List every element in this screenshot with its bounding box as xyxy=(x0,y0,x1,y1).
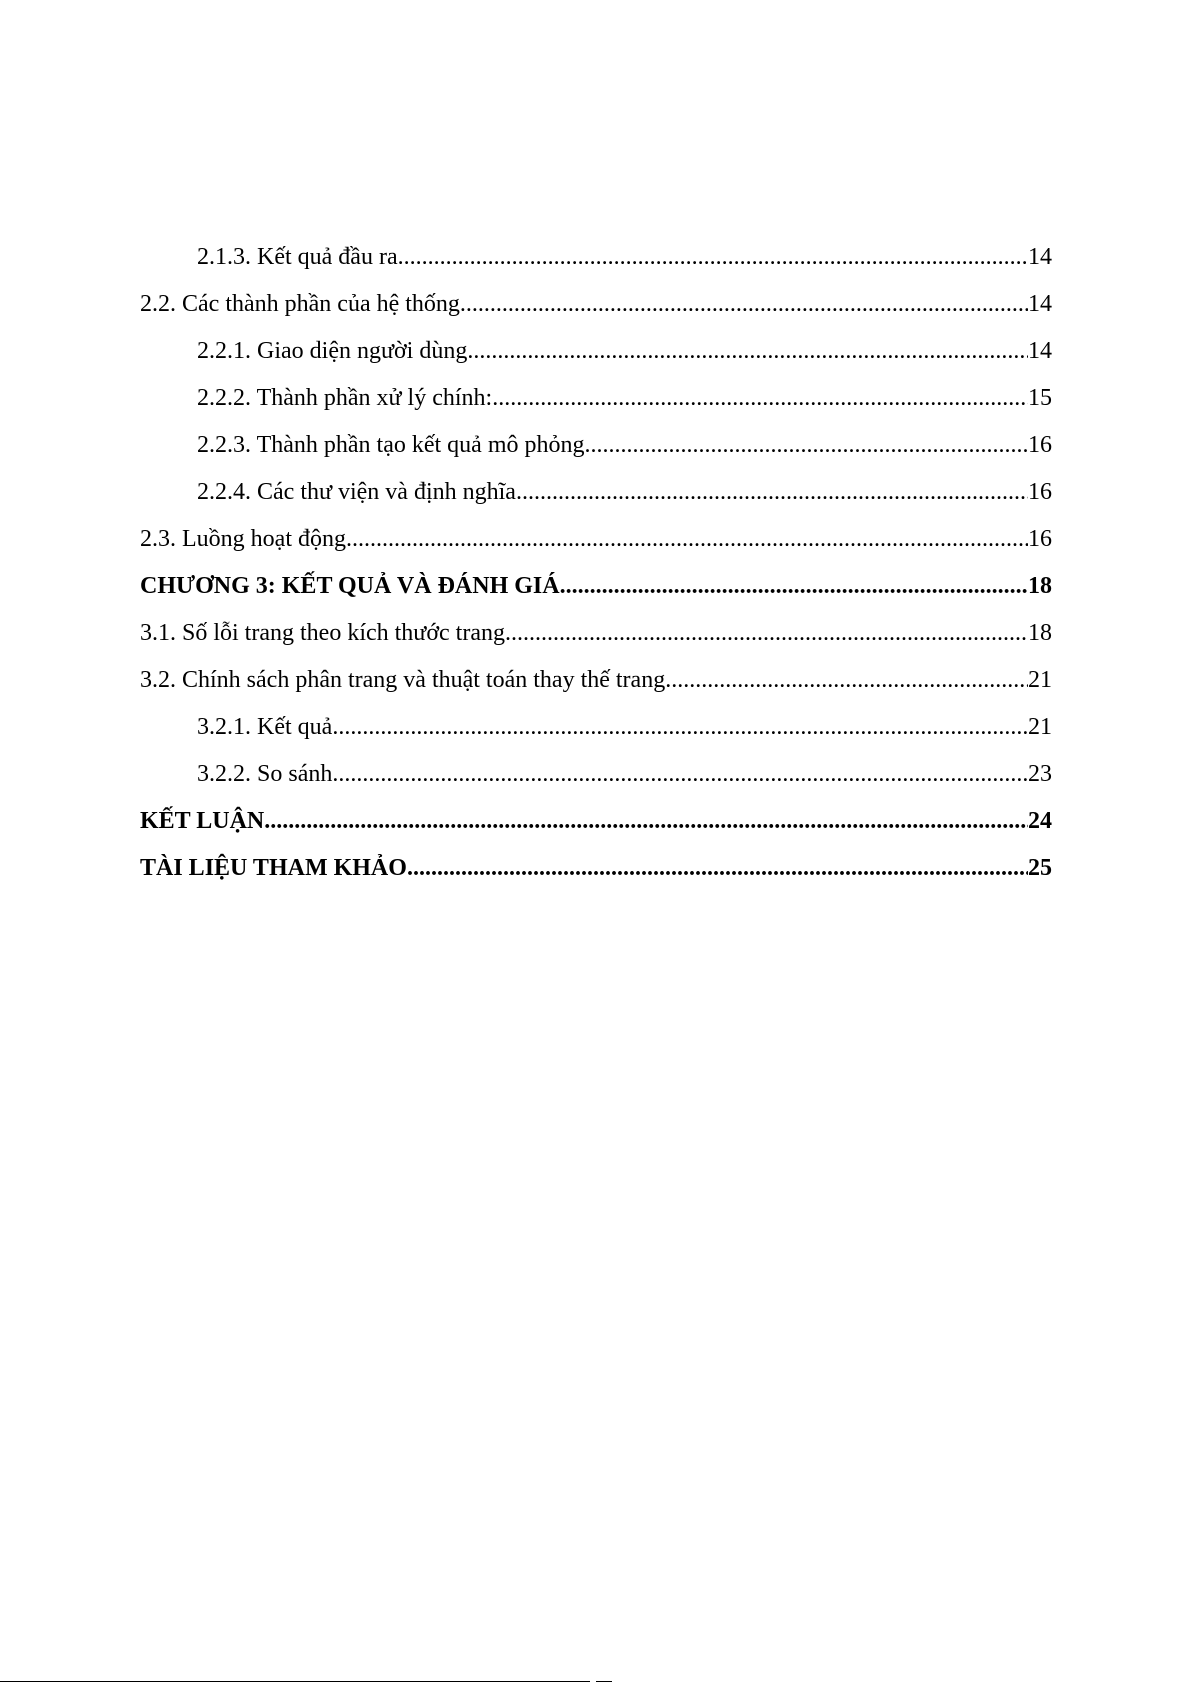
toc-entry-2-3[interactable] xyxy=(140,516,1052,563)
toc-entry-3-2-1[interactable] xyxy=(140,704,1052,751)
toc-entry-title: TÀI LIỆU THAM KHẢO xyxy=(140,855,407,881)
toc-entry-3-2-2[interactable] xyxy=(140,751,1052,798)
toc-entry-page: 21 xyxy=(1028,714,1052,740)
toc-entry-title: 2.3. Luồng hoạt động xyxy=(140,526,346,552)
toc-entry-references[interactable] xyxy=(140,845,1052,892)
toc-dot-leader xyxy=(346,516,1028,563)
toc-entry-3-1[interactable] xyxy=(140,610,1052,657)
footer-divider-tick xyxy=(596,1681,612,1682)
toc-entry-page: 16 xyxy=(1028,432,1052,458)
toc-dot-leader xyxy=(407,845,1028,892)
toc-entry-page: 15 xyxy=(1028,385,1052,411)
footer-divider xyxy=(0,1681,590,1682)
toc-entry-2-1-3[interactable] xyxy=(140,234,1052,281)
toc-entry-page: 14 xyxy=(1028,244,1052,270)
toc-entry-2-2-3[interactable] xyxy=(140,422,1052,469)
toc-dot-leader xyxy=(585,422,1029,469)
toc-dot-leader xyxy=(332,704,1028,751)
toc-entry-2-2-1[interactable] xyxy=(140,328,1052,375)
toc-dot-leader xyxy=(516,469,1028,516)
toc-entry-title: CHƯƠNG 3: KẾT QUẢ VÀ ĐÁNH GIÁ xyxy=(140,573,560,599)
toc-entry-page: 18 xyxy=(1028,573,1052,599)
toc-entry-page: 18 xyxy=(1028,620,1052,646)
toc-entry-title: 2.2.1. Giao diện người dùng xyxy=(197,338,468,364)
toc-entry-title: 2.2.4. Các thư viện và định nghĩa xyxy=(197,479,516,505)
toc-entry-chapter-3[interactable] xyxy=(140,563,1052,610)
toc-entry-2-2-4[interactable] xyxy=(140,469,1052,516)
toc-entry-title: 3.2.1. Kết quả xyxy=(197,714,333,740)
toc-entry-conclusion[interactable] xyxy=(140,798,1052,845)
toc-entry-title: 2.2.3. Thành phần tạo kết quả mô phỏng xyxy=(197,432,585,458)
toc-entry-page: 24 xyxy=(1028,808,1052,834)
toc-entry-page: 21 xyxy=(1028,667,1052,693)
toc-dot-leader xyxy=(332,751,1028,798)
toc-dot-leader xyxy=(467,328,1028,375)
toc-entry-title: 2.1.3. Kết quả đầu ra xyxy=(197,244,398,270)
toc-entry-2-2-2[interactable] xyxy=(140,375,1052,422)
toc-entry-title: KẾT LUẬN xyxy=(140,808,265,834)
toc-entry-page: 14 xyxy=(1028,338,1052,364)
toc-entry-title: 2.2. Các thành phần của hệ thống xyxy=(140,291,460,317)
toc-dot-leader xyxy=(264,798,1028,845)
toc-entry-title: 3.2. Chính sách phân trang và thuật toán thay thế trang xyxy=(140,667,666,693)
toc-entry-page: 16 xyxy=(1028,479,1052,505)
toc-dot-leader xyxy=(492,375,1028,422)
toc-entry-title: 3.2.2. So sánh xyxy=(197,761,333,787)
table-of-contents xyxy=(140,234,1052,892)
toc-dot-leader xyxy=(505,610,1028,657)
toc-entry-page: 14 xyxy=(1028,291,1052,317)
toc-entry-page: 16 xyxy=(1028,526,1052,552)
toc-entry-title: 2.2.2. Thành phần xử lý chính: xyxy=(197,385,493,411)
toc-entry-title: 3.1. Số lỗi trang theo kích thước trang xyxy=(140,620,505,646)
toc-dot-leader xyxy=(560,563,1028,610)
toc-entry-2-2[interactable] xyxy=(140,281,1052,328)
toc-dot-leader xyxy=(398,234,1028,281)
toc-dot-leader xyxy=(460,281,1028,328)
toc-entry-page: 23 xyxy=(1028,761,1052,787)
toc-entry-3-2[interactable] xyxy=(140,657,1052,704)
toc-entry-page: 25 xyxy=(1028,855,1052,881)
toc-dot-leader xyxy=(665,657,1028,704)
